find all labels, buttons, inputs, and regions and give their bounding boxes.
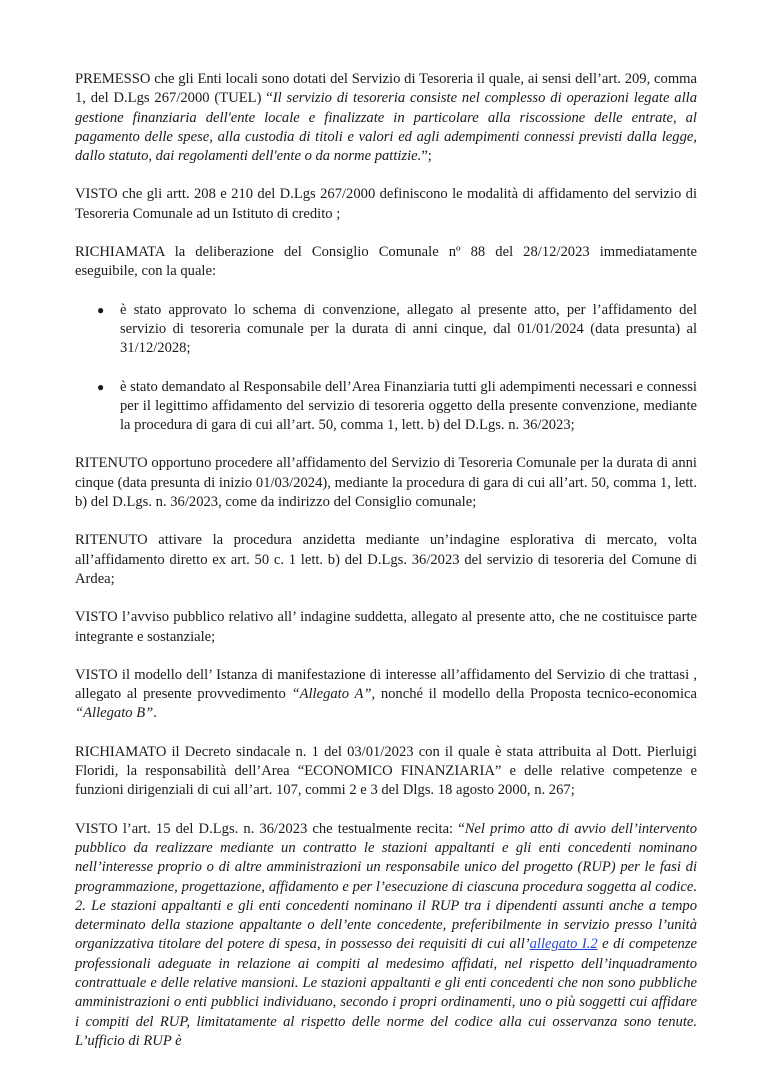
list-item-text: è stato demandato al Responsabile dell’Area Finanziaria tutti gli adempimenti necessari e connessi per il legittimo affidamento del servizio di tesoreria oggetto della presente convenzione, mediante la procedura di gara di cui all’art. 50, comma 1, lett. b) del D.Lgs. n. 36/2023; bbox=[120, 378, 697, 434]
paragraph-visto-art15 bbox=[75, 820, 697, 1052]
paragraph-ritenuto-attivare: RITENUTO attivare la procedura anzidetta mediante un’indagine esplorativa di mercato, volta all’affidamento diretto ex art. 50 c. 1 lett. b) del D.Lgs. 36/2023 del servizio di tesoreria del Comune di Ardea; bbox=[75, 532, 697, 587]
bullet-dot-icon: ● bbox=[97, 302, 105, 317]
modello-lead: VISTO il modello dell’ Istanza di manifestazione di interesse all’affidamento del Servizio di che trattasi , allegato al presente provvedimento bbox=[75, 666, 697, 703]
paragraph-ritenuto-opportuno: RITENUTO opportuno procedere all’affidamento del Servizio di Tesoreria Comunale per la durata di anni cinque (data presunta di inizio 01/03/2024), mediante la procedura di gara di cui all’art. 50, comma 1, lett. b) del D.Lgs. n. 36/2023, come da indirizzo del Consiglio comunale; bbox=[75, 455, 697, 511]
bullet-dot-icon: ● bbox=[97, 379, 105, 394]
premesso-quote: Il servizio di tesoreria consiste nel complesso di operazioni legate alla gestione finanziaria dell'ente locale e finalizzate in particolare alla riscossione delle entrate, al pagamento delle spese, alla custodia di titoli e valori ed agli adempimenti connessi previsti dalla legge, dallo statuto, dai regolamenti dell'ente o da norme pattizie. bbox=[75, 90, 697, 165]
modello-mid: , nonché il modello della Proposta tecnico-economica bbox=[371, 686, 698, 703]
bullet-list bbox=[75, 301, 697, 436]
art15-quote-part2: e di competenze professionali adeguate in relazione ai compiti al medesimo affidati, nel rispetto dell’inquadramento contrattuale e delle relative mansioni. Le stazioni appaltanti e gli enti concedenti che non sono pubbliche amministrazioni o enti pubblici individuano, secondo i propri ordinamenti, uno o più soggetti cui affidare i compiti del RUP, limitatamente al rispetto delle norme del codice alla cui osservanza sono tenute. L’ufficio di RUP è bbox=[75, 936, 697, 1049]
paragraph-visto-artt: VISTO che gli artt. 208 e 210 del D.Lgs 267/2000 definiscono le modalità di affidamento del servizio di Tesoreria Comunale ad un Istituto di credito ; bbox=[75, 186, 697, 222]
art15-quote-part1: Nel primo atto di avvio dell’intervento pubblico da realizzare mediante un contratto le stazioni appaltanti e gli enti concedenti nominano nell’interesse proprio o di altre amministrazioni un responsabile unico del progetto (RUP) per le fasi di programmazione, progettazione, affidamento e per l’esecuzione di ciascuna procedura soggetta al codice. 2. Le stazioni appaltanti e gli enti concedenti nominano il RUP tra i dipendenti assunti anche a tempo determinato della stazione appaltante o dell’ente concedente, preferibilmente in servizio presso l’unità organizzativa titolare del potere di spesa, in possesso dei requisiti di cui all’ bbox=[75, 820, 697, 953]
list-item-text: è stato approvato lo schema di convenzione, allegato al presente atto, per l’affidamento del servizio di tesoreria comunale per la durata di anni cinque, dal 01/01/2024 (data presunta) al 31/12/2028; bbox=[120, 301, 697, 357]
paragraph-premesso bbox=[75, 70, 697, 166]
allegato-a-ref: “Allegato A” bbox=[291, 686, 372, 703]
paragraph-visto-modello bbox=[75, 666, 697, 724]
paragraph-richiamato-decreto: RICHIAMATO il Decreto sindacale n. 1 del 03/01/2023 con il quale è stata attribuita al Dott. Pierluigi Floridi, la responsabilità dell’Area “ECONOMICO FINANZIARIA” e delle relative competenze e funzioni dirigenziali di cui all’art. 107, commi 2 e 3 del Dlgs. 18 agosto 2000, n. 267; bbox=[75, 743, 697, 799]
document-page bbox=[75, 70, 697, 1070]
paragraph-visto-avviso: VISTO l’avviso pubblico relativo all’ indagine suddetta, allegato al presente atto, che ne costituisce parte integrante e sostanziale; bbox=[75, 609, 697, 645]
list-item bbox=[75, 378, 697, 436]
paragraph-richiamata: RICHIAMATA la deliberazione del Consiglio Comunale nº 88 del 28/12/2023 immediatamente eseguibile, con la quale: bbox=[75, 244, 697, 280]
modello-tail: . bbox=[153, 705, 157, 722]
premesso-tail: ”; bbox=[421, 148, 432, 165]
allegato-i2-link[interactable]: allegato I.2 bbox=[529, 936, 598, 953]
list-item bbox=[75, 301, 697, 359]
premesso-lead: PREMESSO che gli Enti locali sono dotati del Servizio di Tesoreria il quale, ai sensi dell’art. 209, comma 1, del D.Lgs 267/2000 (TUEL) “ bbox=[75, 71, 697, 107]
art15-lead: VISTO l’art. 15 del D.Lgs. n. 36/2023 che testualmente recita: “ bbox=[75, 820, 465, 837]
allegato-b-ref: “Allegato B” bbox=[75, 705, 154, 722]
